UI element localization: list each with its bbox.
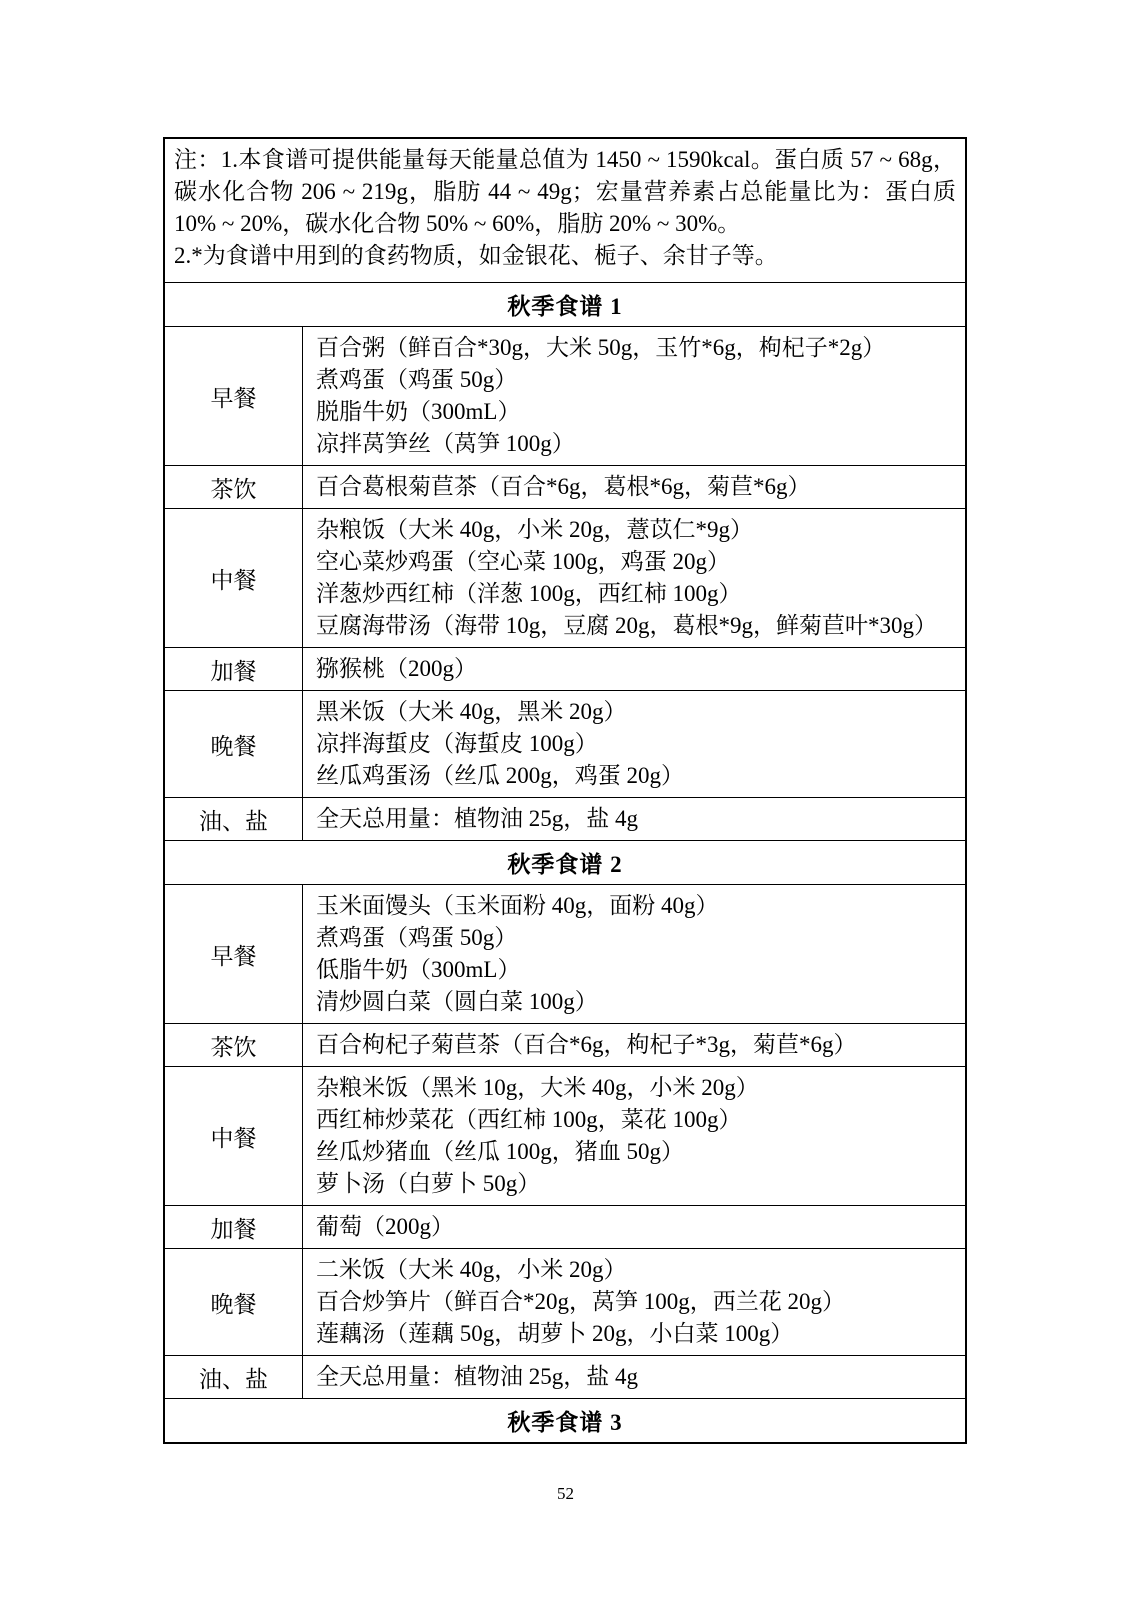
meal-label: 油、盐 (165, 1356, 303, 1398)
meal-items (303, 1249, 965, 1355)
meal-item: 百合炒笋片（鲜百合*20g，莴笋 100g，西兰花 20g） (316, 1289, 845, 1314)
meal-item: 二米饭（大米 40g，小米 20g） (316, 1257, 627, 1282)
meal-row (165, 508, 965, 647)
meal-items (303, 1067, 965, 1205)
meal-item: 杂粮米饭（黑米 10g，大米 40g，小米 20g） (316, 1075, 759, 1100)
meal-items (303, 1206, 965, 1248)
meal-item: 丝瓜鸡蛋汤（丝瓜 200g，鸡蛋 20g） (316, 763, 684, 788)
meal-label: 早餐 (165, 327, 303, 465)
meal-items (303, 509, 965, 647)
recipe-table (163, 137, 967, 1444)
meal-row (165, 797, 965, 840)
meal-item: 西红柿炒菜花（西红柿 100g，菜花 100g） (316, 1107, 742, 1132)
meal-item: 洋葱炒西红柿（洋葱 100g，西红柿 100g） (316, 581, 742, 606)
menu-title-row (165, 1398, 965, 1442)
meal-item: 百合粥（鲜百合*30g，大米 50g，玉竹*6g，枸杞子*2g） (316, 335, 886, 360)
meal-item: 葡萄（200g） (316, 1214, 454, 1239)
meal-item: 黑米饭（大米 40g，黑米 20g） (316, 699, 627, 724)
meal-label: 加餐 (165, 648, 303, 690)
meal-label: 晚餐 (165, 691, 303, 797)
meal-items (303, 648, 965, 690)
meal-item: 凉拌莴笋丝（莴笋 100g） (316, 431, 575, 456)
meal-item: 莲藕汤（莲藕 50g，胡萝卜 20g，小白菜 100g） (316, 1321, 794, 1346)
menu-title: 秋季食谱 1 (507, 294, 623, 319)
meal-label: 早餐 (165, 885, 303, 1023)
meal-item: 凉拌海蜇皮（海蜇皮 100g） (316, 731, 598, 756)
note-line-1: 注：1.本食谱可提供能量每天能量总值为 1450 ~ 1590kcal。蛋白质 57 ~ 68g，碳水化合物 206 ~ 219g，脂肪 44 ~ 49g；宏量营养素占总能量比为：蛋白质 10% ~ 20%，碳水化合物 50% ~ 60%，脂肪 20% ~ 30%。 (174, 147, 956, 236)
meal-row (165, 465, 965, 508)
meal-items (303, 798, 965, 840)
menu-title: 秋季食谱 3 (507, 1410, 623, 1435)
meal-item: 全天总用量：植物油 25g，盐 4g (316, 1364, 638, 1389)
menu-title-row (165, 282, 965, 326)
note-line-2: 2.*为食谱中用到的食药物质，如金银花、栀子、余甘子等。 (174, 243, 778, 268)
meal-items (303, 1024, 965, 1066)
meal-label: 中餐 (165, 1067, 303, 1205)
meal-item: 丝瓜炒猪血（丝瓜 100g，猪血 50g） (316, 1139, 684, 1164)
meal-row (165, 1355, 965, 1398)
meal-row (165, 1205, 965, 1248)
meal-label: 加餐 (165, 1206, 303, 1248)
meal-items (303, 327, 965, 465)
meal-items (303, 466, 965, 508)
meal-row (165, 1248, 965, 1355)
meal-item: 杂粮饭（大米 40g，小米 20g，薏苡仁*9g） (316, 517, 753, 542)
meal-item: 萝卜汤（白萝卜 50g） (316, 1171, 541, 1196)
meal-label: 油、盐 (165, 798, 303, 840)
meal-item: 煮鸡蛋（鸡蛋 50g） (316, 925, 518, 950)
meal-label: 茶饮 (165, 466, 303, 508)
page-number: 52 (557, 1484, 574, 1503)
meal-item: 煮鸡蛋（鸡蛋 50g） (316, 367, 518, 392)
meal-row (165, 326, 965, 465)
meal-item: 百合枸杞子菊苣茶（百合*6g，枸杞子*3g，菊苣*6g） (316, 1032, 857, 1057)
meal-item: 空心菜炒鸡蛋（空心菜 100g，鸡蛋 20g） (316, 549, 730, 574)
meal-item: 全天总用量：植物油 25g，盐 4g (316, 806, 638, 831)
meal-item: 低脂牛奶（300mL） (316, 957, 521, 982)
meal-items (303, 691, 965, 797)
meal-row (165, 1023, 965, 1066)
notes-cell (165, 139, 965, 282)
meal-item: 百合葛根菊苣茶（百合*6g，葛根*6g，菊苣*6g） (316, 474, 811, 499)
menu-rows (165, 282, 965, 1442)
meal-label: 中餐 (165, 509, 303, 647)
meal-label: 茶饮 (165, 1024, 303, 1066)
menu-title-row (165, 840, 965, 884)
meal-items (303, 1356, 965, 1398)
meal-item: 豆腐海带汤（海带 10g，豆腐 20g，葛根*9g，鲜菊苣叶*30g） (316, 613, 937, 638)
meal-row (165, 1066, 965, 1205)
meal-row (165, 647, 965, 690)
menu-title: 秋季食谱 2 (507, 852, 623, 877)
meal-row (165, 690, 965, 797)
meal-items (303, 885, 965, 1023)
meal-item: 脱脂牛奶（300mL） (316, 399, 521, 424)
meal-label: 晚餐 (165, 1249, 303, 1355)
meal-item: 清炒圆白菜（圆白菜 100g） (316, 989, 598, 1014)
meal-item: 猕猴桃（200g） (316, 656, 477, 681)
meal-row (165, 884, 965, 1023)
meal-item: 玉米面馒头（玉米面粉 40g，面粉 40g） (316, 893, 719, 918)
